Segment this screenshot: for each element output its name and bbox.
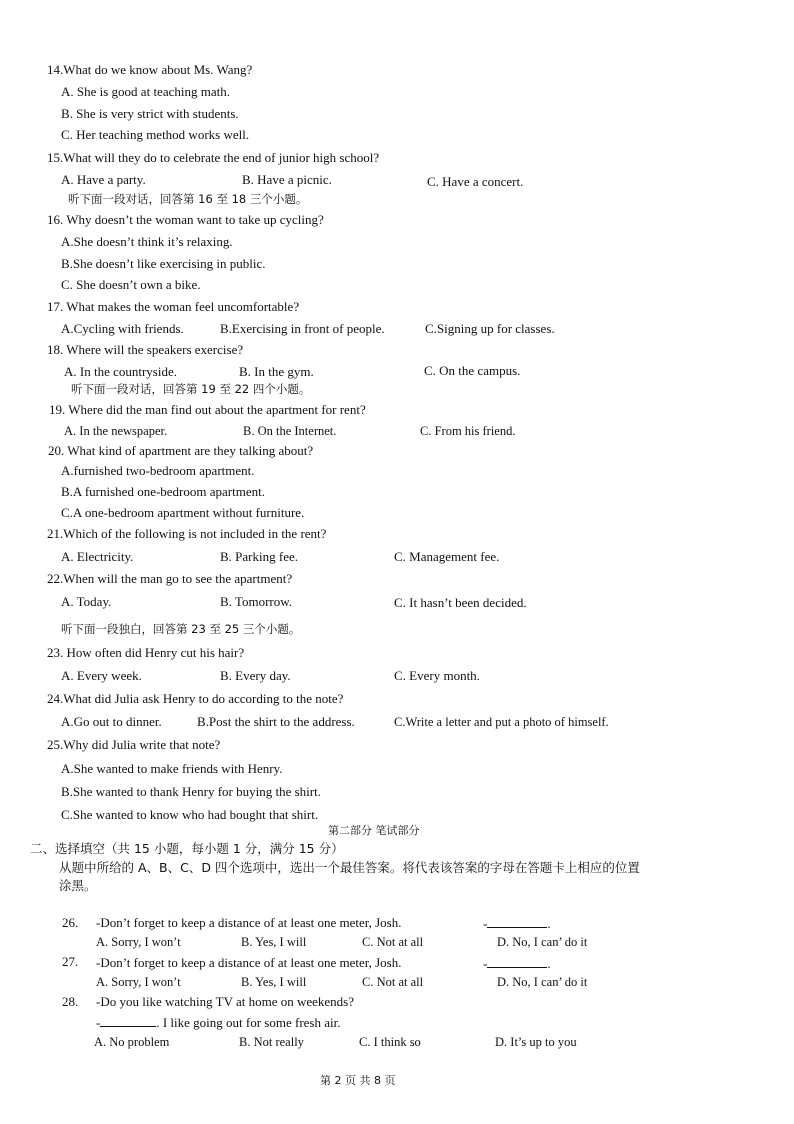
q19-option-c: C. From his friend. (420, 424, 516, 438)
q24-stem: 24.What did Julia ask Henry to do according to the note? (47, 691, 344, 706)
q22-option-c: C. It hasn’t been decided. (394, 595, 527, 610)
q23-stem: 23. How often did Henry cut his hair? (47, 645, 245, 660)
q20-option-a: A.furnished two-bedroom apartment. (61, 463, 255, 478)
q14-stem: 14.What do we know about Ms. Wang? (47, 62, 253, 77)
part2-header: 第二部分 笔试部分 (328, 824, 420, 837)
instruction-16-18: 听下面一段对话，回答第 16 至 18 三个小题。 (68, 192, 308, 206)
q23-option-a: A. Every week. (61, 668, 142, 683)
q25-option-b: B.She wanted to thank Henry for buying the shirt. (61, 784, 321, 799)
page-footer: 第 2 页 共 8 页 (320, 1074, 396, 1087)
q17-option-a: A.Cycling with friends. (61, 321, 184, 336)
q28-option-b: B. Not really (239, 1035, 304, 1049)
q16-option-a: A.She doesn’t think it’s relaxing. (61, 234, 233, 249)
q28-reply: . I like going out for some fresh air. (156, 1015, 341, 1030)
q26-option-a: A. Sorry, I won’t (96, 935, 181, 949)
q16-option-b: B.She doesn’t like exercising in public. (61, 256, 266, 271)
q26-answer-blank: - . (483, 916, 551, 931)
q18-stem: 18. Where will the speakers exercise? (47, 342, 244, 357)
q16-stem: 16. Why doesn’t the woman want to take up cycling? (47, 212, 324, 227)
q18-option-b: B. In the gym. (239, 364, 314, 379)
q26-option-c: C. Not at all (362, 935, 424, 949)
q27-option-b: B. Yes, I will (241, 975, 307, 989)
q28-reply-line: - . I like going out for some fresh air. (96, 1015, 341, 1030)
q18-option-a: A. In the countryside. (64, 364, 178, 379)
instruction-23-25: 听下面一段独白，回答第 23 至 25 三个小题。 (61, 622, 301, 636)
q17-option-c: C.Signing up for classes. (425, 321, 555, 336)
q19-option-b: B. On the Internet. (243, 424, 337, 438)
q27-number: 27. (62, 954, 79, 969)
q16-option-c: C. She doesn’t own a bike. (61, 277, 201, 292)
q23-option-b: B. Every day. (220, 668, 291, 683)
q26-stem: -Don’t forget to keep a distance of at least one meter, Josh. (96, 915, 402, 930)
q17-option-b: B.Exercising in front of people. (220, 321, 385, 336)
q28-number: 28. (62, 994, 79, 1009)
q20-stem: 20. What kind of apartment are they talking about? (48, 443, 314, 458)
q19-stem: 19. Where did the man find out about the apartment for rent? (49, 402, 366, 417)
q15-option-a: A. Have a party. (61, 172, 146, 187)
section-title: 二、选择填空（共 15 小题，每小题 1 分，满分 15 分） (30, 841, 344, 856)
q23-option-c: C. Every month. (394, 668, 480, 683)
q17-stem: 17. What makes the woman feel uncomfortable? (47, 299, 300, 314)
q22-option-b: B. Tomorrow. (220, 594, 293, 609)
q28-option-a: A. No problem (94, 1035, 170, 1049)
q15-option-c: C. Have a concert. (427, 174, 524, 189)
q25-stem: 25.Why did Julia write that note? (47, 737, 221, 752)
q25-option-c: C.She wanted to know who had bought that shirt. (61, 807, 319, 822)
q27-stem: -Don’t forget to keep a distance of at least one meter, Josh. (96, 955, 402, 970)
q24-option-c: C.Write a letter and put a photo of himself. (394, 715, 609, 729)
q27-option-a: A. Sorry, I won’t (96, 975, 181, 989)
q28-stem: -Do you like watching TV at home on weekends? (96, 994, 355, 1009)
q15-option-b: B. Have a picnic. (242, 172, 332, 187)
q22-option-a: A. Today. (61, 594, 112, 609)
q21-option-c: C. Management fee. (394, 549, 500, 564)
q20-option-c: C.A one-bedroom apartment without furniture. (61, 505, 305, 520)
q26-option-d: D. No, I can’ do it (497, 935, 588, 949)
q24-option-b: B.Post the shirt to the address. (197, 714, 355, 729)
q21-option-b: B. Parking fee. (220, 549, 298, 564)
q28-option-c: C. I think so (359, 1035, 421, 1049)
q21-stem: 21.Which of the following is not included in the rent? (47, 526, 327, 541)
section-instruction-line2: 涂黑。 (59, 878, 97, 893)
section-instruction-line1: 从题中所给的 A、B、C、D 四个选项中，选出一个最佳答案。将代表该答案的字母在答题卡上相应的位置 (59, 860, 640, 875)
q18-option-c: C. On the campus. (424, 363, 521, 378)
q25-option-a: A.She wanted to make friends with Henry. (61, 761, 283, 776)
q26-number: 26. (62, 915, 79, 930)
q19-option-a: A. In the newspaper. (64, 424, 168, 438)
q26-option-b: B. Yes, I will (241, 935, 307, 949)
q27-option-d: D. No, I can’ do it (497, 975, 588, 989)
q14-option-b: B. She is very strict with students. (61, 106, 239, 121)
q14-option-a: A. She is good at teaching math. (61, 84, 230, 99)
q22-stem: 22.When will the man go to see the apartment? (47, 571, 293, 586)
q28-option-d: D. It’s up to you (495, 1035, 577, 1049)
q27-option-c: C. Not at all (362, 975, 424, 989)
q20-option-b: B.A furnished one-bedroom apartment. (61, 484, 265, 499)
q21-option-a: A. Electricity. (61, 549, 134, 564)
q27-answer-blank: - . (483, 956, 551, 971)
q24-option-a: A.Go out to dinner. (61, 714, 162, 729)
instruction-19-22: 听下面一段对话，回答第 19 至 22 四个小题。 (71, 382, 311, 396)
q15-stem: 15.What will they do to celebrate the end of junior high school? (47, 150, 380, 165)
q14-option-c: C. Her teaching method works well. (61, 127, 250, 142)
